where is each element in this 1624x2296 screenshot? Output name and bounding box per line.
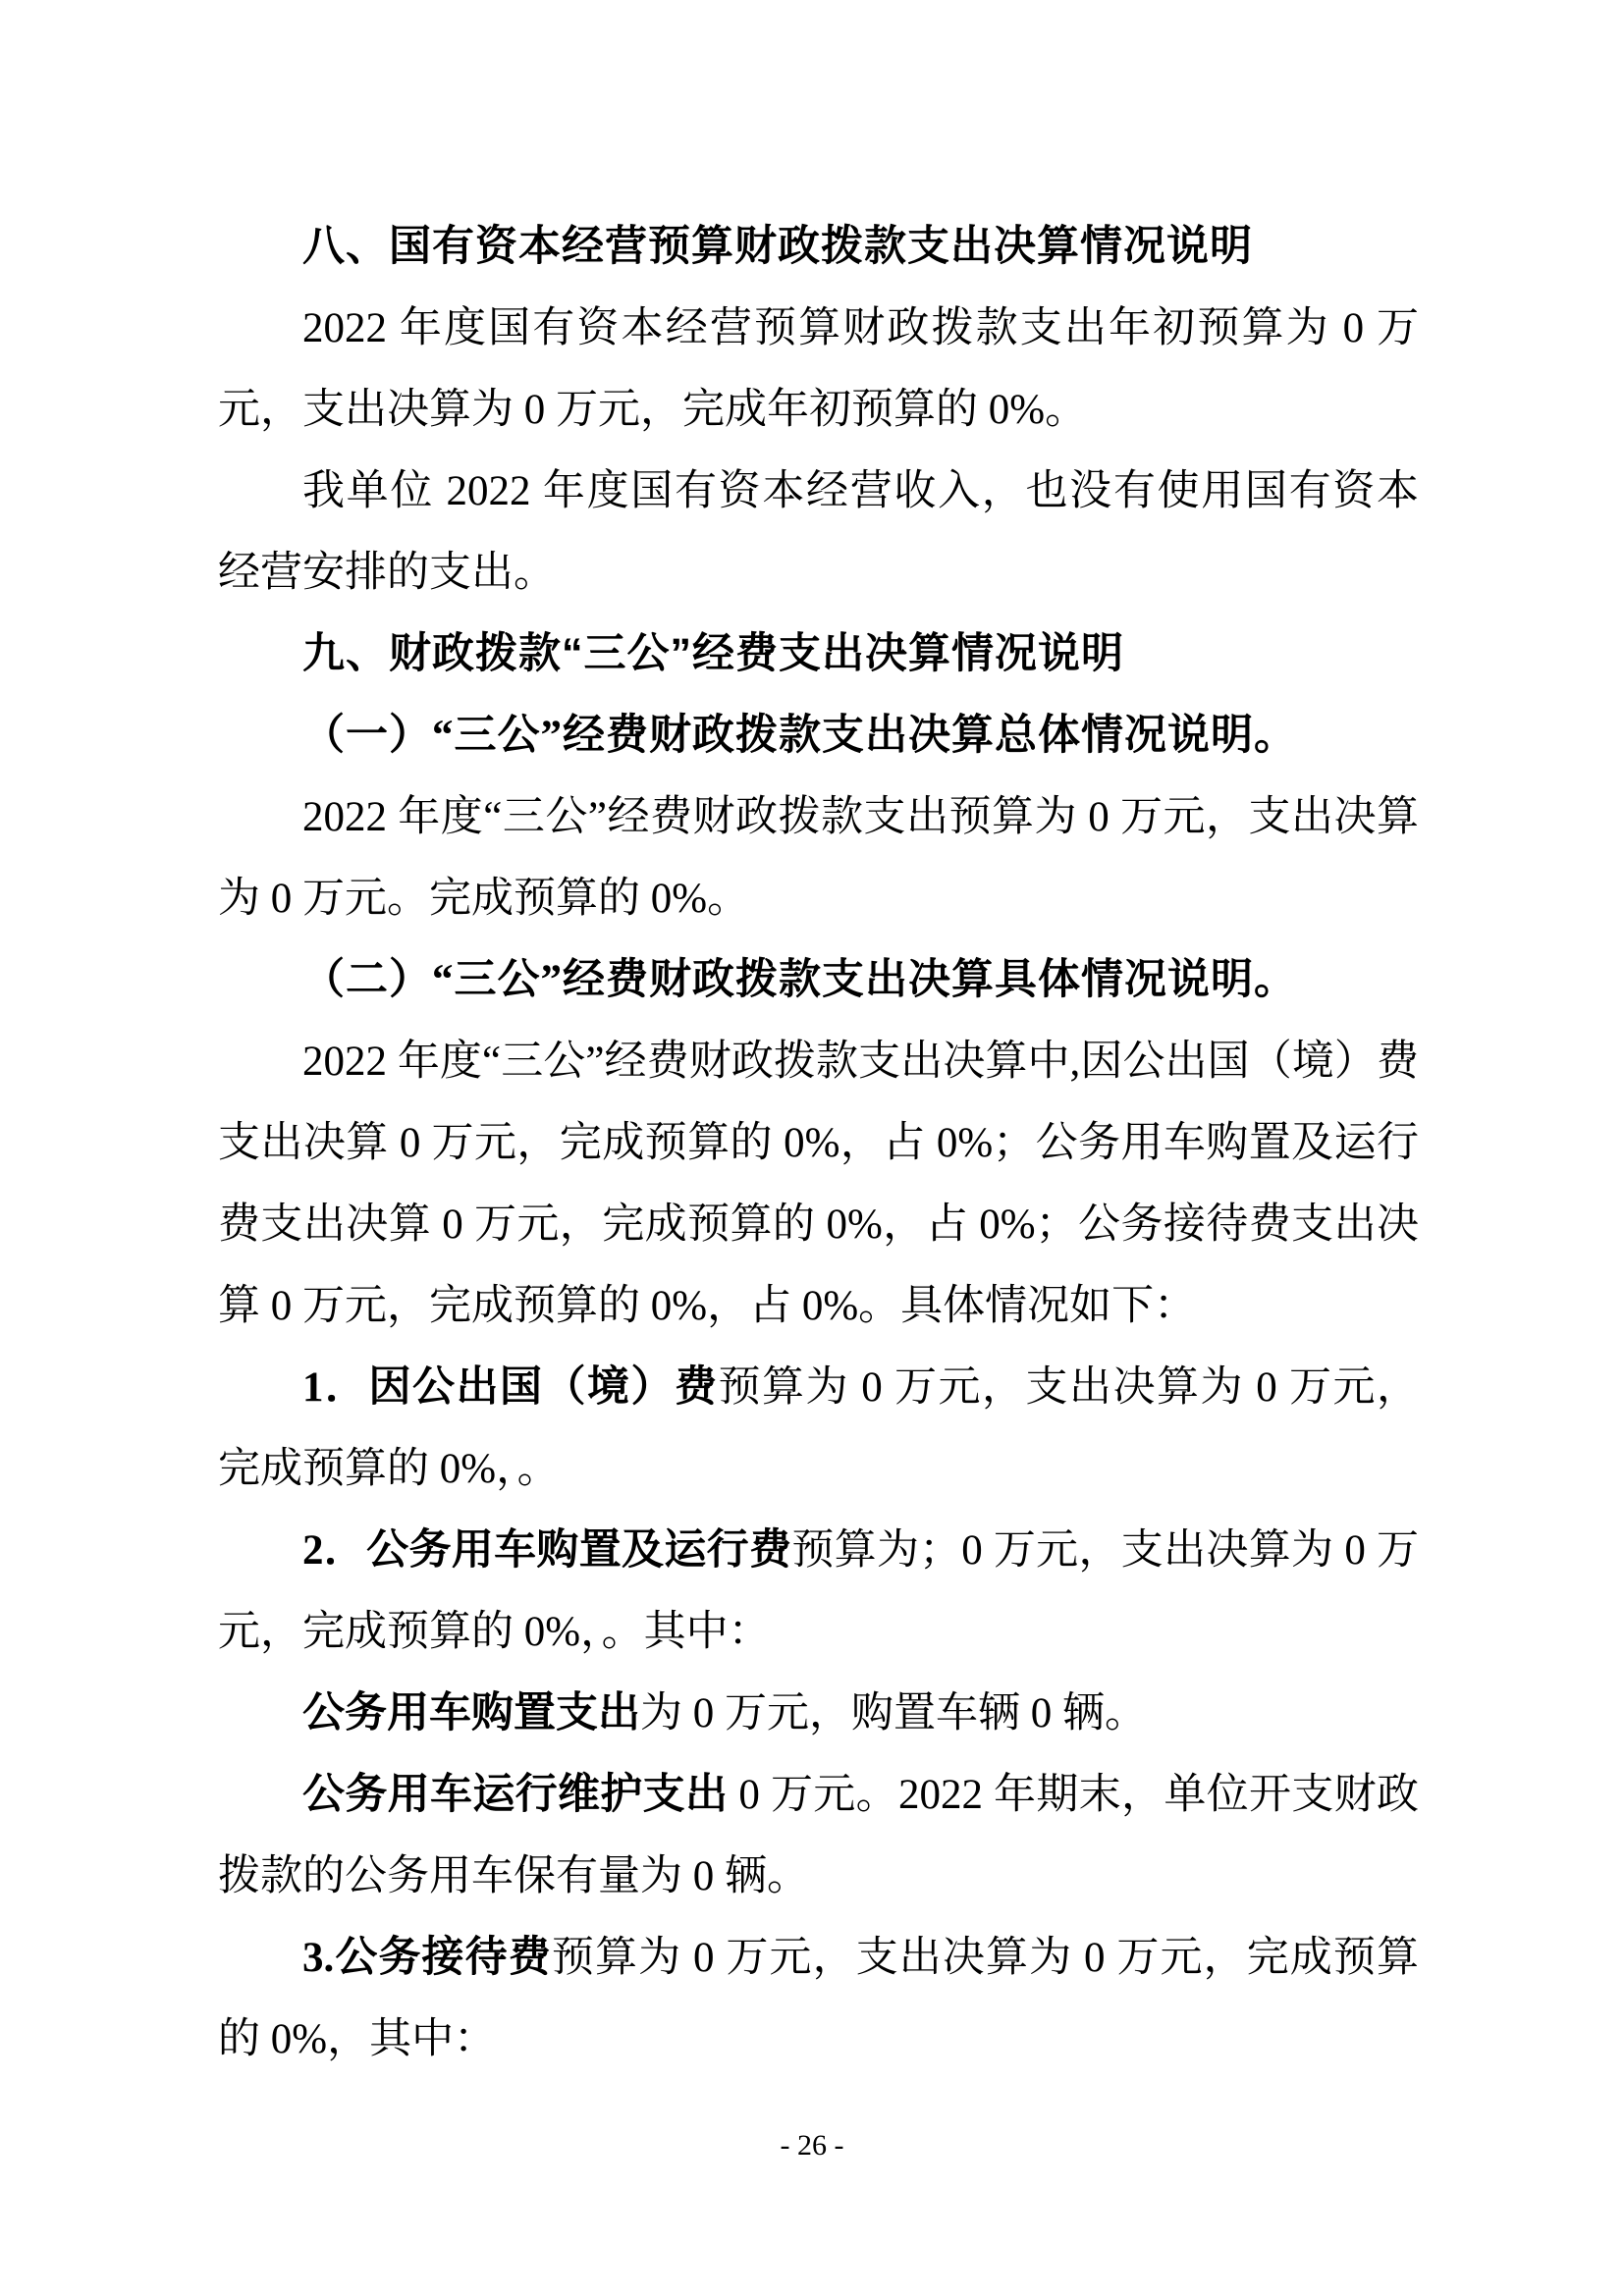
paragraph-state-capital-budget [218, 288, 1419, 451]
document-content [218, 206, 1419, 2080]
section-heading-viii [218, 206, 1419, 288]
paragraph-item-3-reception-expense [218, 1917, 1419, 2080]
subheading-specific-situation [218, 939, 1419, 1021]
paragraph-text: 2022 年度“三公”经费财政拨款支出决算中,因公出国（境）费支出决算 0 万元，完成预算的 0%，占 0%；公务用车购置及运行费支出决算 0 万元，完成预算的 0%，占 0%；公务接待费支出决算 0 万元，完成预算的 0%，占 0%。具体情况如下： [218, 1039, 1419, 1329]
heading-text: 九、财政拨款“三公”经费支出决算情况说明 [302, 630, 1124, 677]
subheading-text: （一）“三公”经费财政拨款支出决算总体情况说明。 [302, 713, 1297, 759]
paragraph-text: 2022 年度“三公”经费财政拨款支出预算为 0 万元，支出决算为 0 万元。完成预算的 0%。 [218, 794, 1419, 922]
paragraph-text: 预算为 0 万元，支出决算为 0 万元，完成预算的 0%，。 [218, 1364, 1419, 1492]
page-number: - 26 - [780, 2129, 844, 2162]
paragraph-three-public-overall [218, 776, 1419, 939]
paragraph-text: 2022 年度国有资本经营预算财政拨款支出年初预算为 0 万元，支出决算为 0 万元，完成年初预算的 0%。 [218, 305, 1419, 433]
paragraph-text: 预算为；0 万元，支出决算为 0 万元，完成预算的 0%，。其中： [218, 1527, 1420, 1655]
paragraph-three-public-detail [218, 1021, 1419, 1347]
item-label-bold: 3.公务接待费 [302, 1935, 552, 1981]
item-label-bold: 1．因公出国（境）费 [302, 1364, 719, 1411]
section-heading-ix [218, 614, 1419, 695]
item-label-bold: 公务用车运行维护支出 [302, 1772, 729, 1818]
paragraph-text: 为 0 万元，购置车辆 0 辆。 [640, 1690, 1147, 1736]
heading-text: 八、国有资本经营预算财政拨款支出决算情况说明 [302, 223, 1253, 270]
item-label-bold: 公务用车购置支出 [302, 1690, 640, 1736]
subheading-overall-situation [218, 695, 1419, 776]
paragraph-text: 预算为 0 万元，支出决算为 0 万元，完成预算的 0%，其中： [218, 1935, 1420, 2062]
item-label-bold: 2．公务用车购置及运行费 [302, 1527, 792, 1574]
paragraph-text: 我单位 2022 年度国有资本经营收入，也没有使用国有资本经营安排的支出。 [218, 468, 1419, 596]
paragraph-vehicle-maintenance [218, 1754, 1419, 1917]
paragraph-item-2-vehicle-expense [218, 1510, 1419, 1673]
paragraph-no-state-capital-income [218, 451, 1419, 614]
subheading-text: （二）“三公”经费财政拨款支出决算具体情况说明。 [302, 957, 1297, 1003]
paragraph-text: 0 万元。2022 年期末，单位开支财政拨款的公务用车保有量为 0 辆。 [218, 1772, 1420, 1899]
paragraph-item-1-abroad-expense [218, 1347, 1419, 1510]
paragraph-vehicle-purchase [218, 1673, 1419, 1754]
